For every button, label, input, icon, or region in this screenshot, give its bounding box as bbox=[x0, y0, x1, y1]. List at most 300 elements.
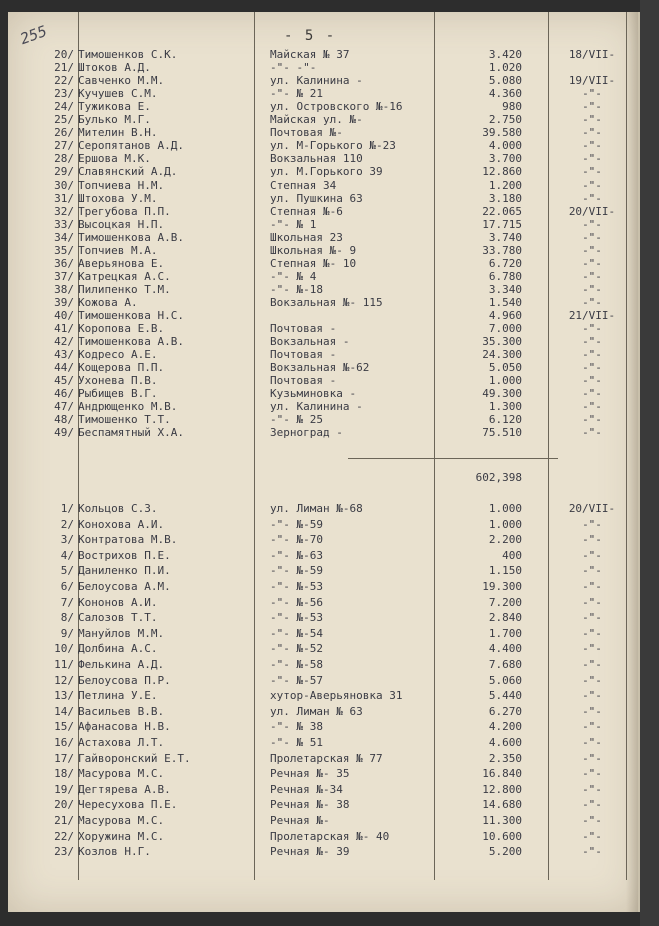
date: -"- bbox=[582, 736, 602, 749]
person-name: Ершова М.К. bbox=[78, 152, 151, 166]
table-row bbox=[8, 533, 640, 546]
table-row bbox=[8, 113, 640, 126]
address: ул. Калинина - bbox=[270, 400, 363, 414]
amount: 980 bbox=[502, 100, 522, 114]
address: Почтовая - bbox=[270, 348, 337, 362]
table-row bbox=[8, 689, 640, 702]
row-number: 5/ bbox=[60, 564, 74, 578]
row-number: 19/ bbox=[54, 782, 74, 796]
person-name: Долбина А.С. bbox=[78, 642, 158, 656]
address: ул. М.Горького 39 bbox=[270, 165, 383, 179]
date: -"- bbox=[582, 230, 602, 244]
table-row bbox=[8, 335, 640, 348]
row-number: 20/ bbox=[54, 798, 74, 812]
table-row bbox=[8, 736, 640, 749]
row-number: 48/ bbox=[54, 413, 74, 427]
person-name: Даниленко П.И. bbox=[78, 564, 171, 578]
person-name: Вострихов П.Е. bbox=[78, 548, 171, 562]
table-row bbox=[8, 720, 640, 733]
table-row bbox=[8, 48, 640, 61]
address: Вокзальная - bbox=[270, 335, 350, 349]
table-row bbox=[8, 502, 640, 515]
row-number: 1/ bbox=[60, 502, 74, 515]
amount: 19.300 bbox=[482, 580, 522, 593]
address: -"- №-52 bbox=[270, 642, 323, 656]
amount: 22.065 bbox=[482, 204, 522, 218]
table-row bbox=[8, 152, 640, 165]
amount: 1.000 bbox=[488, 517, 522, 531]
date: -"- bbox=[582, 720, 602, 734]
person-name: Хоружина М.С. bbox=[78, 829, 165, 843]
amount: 4.400 bbox=[488, 642, 522, 656]
table-row bbox=[8, 283, 640, 296]
table-row bbox=[8, 705, 640, 718]
table-row bbox=[8, 74, 640, 87]
address: -"- № 1 bbox=[270, 217, 317, 231]
address: -"- №-59 bbox=[270, 517, 323, 531]
amount: 10.600 bbox=[482, 829, 522, 843]
row-number: 42/ bbox=[54, 335, 74, 349]
person-name: Катрецкая А.С. bbox=[78, 269, 171, 283]
person-name: Масурова М.С. bbox=[78, 767, 165, 781]
person-name: Кожова А. bbox=[78, 295, 138, 309]
table-row bbox=[8, 596, 640, 609]
date: -"- bbox=[582, 704, 602, 718]
table-row bbox=[8, 87, 640, 100]
row-number: 20/ bbox=[54, 48, 74, 61]
person-name: Тимошенкова А.В. bbox=[78, 335, 184, 349]
amount: 12.860 bbox=[482, 165, 522, 179]
person-name: Афанасова Н.В. bbox=[78, 720, 171, 734]
row-number: 38/ bbox=[54, 282, 74, 296]
date: -"- bbox=[582, 100, 602, 114]
amount: 1.300 bbox=[488, 400, 522, 414]
table-row bbox=[8, 192, 640, 205]
table-row bbox=[8, 426, 640, 439]
address: -"- №-18 bbox=[270, 282, 323, 296]
address: Речная №- 39 bbox=[270, 845, 350, 859]
table-row bbox=[8, 61, 640, 74]
person-name: Мителин В.Н. bbox=[78, 126, 158, 140]
row-number: 34/ bbox=[54, 230, 74, 244]
person-name: Коропова Е.В. bbox=[78, 322, 165, 336]
person-name: Козлов Н.Г. bbox=[78, 845, 151, 859]
address: Пролетарская № 77 bbox=[270, 751, 383, 765]
person-name: Масурова М.С. bbox=[78, 814, 165, 827]
date: -"- bbox=[582, 673, 602, 687]
address: -"- № 51 bbox=[270, 736, 323, 749]
row-number: 23/ bbox=[54, 87, 74, 101]
table-row bbox=[8, 752, 640, 765]
address: -"- №-58 bbox=[270, 658, 323, 671]
date: -"- bbox=[582, 269, 602, 283]
row-number: 37/ bbox=[54, 269, 74, 283]
person-name: Белоусова А.М. bbox=[78, 580, 171, 593]
row-number: 45/ bbox=[54, 374, 74, 388]
amount: 11.300 bbox=[482, 814, 522, 827]
date: -"- bbox=[582, 426, 602, 440]
address: -"- №-56 bbox=[270, 595, 323, 609]
date: -"- bbox=[582, 413, 602, 427]
address: -"- № 25 bbox=[270, 413, 323, 427]
table-row bbox=[8, 179, 640, 192]
address: Кузьминовка - bbox=[270, 387, 357, 401]
amount: 4.360 bbox=[488, 87, 522, 101]
person-name: Кощерова П.П. bbox=[78, 361, 165, 375]
address: -"- №-70 bbox=[270, 533, 323, 547]
address: Почтовая - bbox=[270, 322, 337, 336]
person-name: Савченко М.М. bbox=[78, 74, 165, 88]
person-name: Мануйлов М.М. bbox=[78, 626, 165, 640]
amount: 6.270 bbox=[488, 704, 522, 718]
table-row bbox=[8, 767, 640, 780]
amount: 1.540 bbox=[488, 295, 522, 309]
row-number: 28/ bbox=[54, 152, 74, 166]
person-name: Тимошенко Т.Т. bbox=[78, 413, 171, 427]
amount: 3.340 bbox=[488, 282, 522, 296]
table-row bbox=[8, 814, 640, 827]
table-row bbox=[8, 100, 640, 113]
date: -"- bbox=[582, 295, 602, 309]
date: -"- bbox=[582, 152, 602, 166]
table-row bbox=[8, 374, 640, 387]
row-number: 14/ bbox=[54, 704, 74, 718]
amount: 35.300 bbox=[482, 335, 522, 349]
row-number: 24/ bbox=[54, 100, 74, 114]
amount: 4.960 bbox=[488, 309, 522, 322]
address: Зерноград - bbox=[270, 426, 343, 440]
table-row bbox=[8, 387, 640, 400]
date: -"- bbox=[582, 87, 602, 101]
date: -"- bbox=[582, 782, 602, 796]
amount: 33.780 bbox=[482, 243, 522, 257]
person-name: Беспамятный Х.А. bbox=[78, 426, 184, 440]
address: -"- №-53 bbox=[270, 611, 323, 625]
amount: 3.700 bbox=[488, 152, 522, 166]
address: Речная №-34 bbox=[270, 782, 343, 796]
address: -"- -"- bbox=[270, 61, 317, 75]
table-row bbox=[8, 658, 640, 671]
row-number: 7/ bbox=[60, 595, 74, 609]
address: Вокзальная 110 bbox=[270, 152, 363, 166]
amount: 17.715 bbox=[482, 217, 522, 231]
row-number: 2/ bbox=[60, 517, 74, 531]
date: -"- bbox=[582, 689, 602, 703]
amount: 24.300 bbox=[482, 348, 522, 362]
date: -"- bbox=[582, 751, 602, 765]
date: -"- bbox=[582, 400, 602, 414]
date: -"- bbox=[582, 564, 602, 578]
date: -"- bbox=[582, 548, 602, 562]
person-name: Гайворонский Е.Т. bbox=[78, 751, 191, 765]
table-row bbox=[8, 518, 640, 531]
row-number: 21/ bbox=[54, 814, 74, 827]
date: -"- bbox=[582, 814, 602, 827]
row-number: 13/ bbox=[54, 689, 74, 703]
table-row bbox=[8, 580, 640, 593]
table-row bbox=[8, 348, 640, 361]
page-number: - 5 - bbox=[284, 28, 337, 44]
row-number: 22/ bbox=[54, 829, 74, 843]
person-name: Штохова У.М. bbox=[78, 191, 158, 205]
person-name: Кольцов С.З. bbox=[78, 502, 158, 515]
date: -"- bbox=[582, 533, 602, 547]
address: Почтовая №- bbox=[270, 126, 343, 140]
table-row bbox=[8, 845, 640, 858]
date: -"- bbox=[582, 580, 602, 593]
person-name: Андрющенко М.В. bbox=[78, 400, 178, 414]
date: -"- bbox=[582, 335, 602, 349]
address: Майская ул. №- bbox=[270, 113, 363, 127]
address: Вокзальная №-62 bbox=[270, 361, 370, 375]
amount: 6.120 bbox=[488, 413, 522, 427]
table-row bbox=[8, 400, 640, 413]
row-number: 41/ bbox=[54, 322, 74, 336]
amount: 49.300 bbox=[482, 387, 522, 401]
address: Степная №- 10 bbox=[270, 256, 357, 270]
date: 20/VII- bbox=[568, 502, 616, 515]
table-row bbox=[8, 126, 640, 139]
row-number: 49/ bbox=[54, 426, 74, 440]
table-row bbox=[8, 218, 640, 231]
person-name: Петлина У.Е. bbox=[78, 689, 158, 703]
table-row bbox=[8, 611, 640, 624]
table-row bbox=[8, 309, 640, 322]
row-number: 12/ bbox=[54, 673, 74, 687]
amount: 2.350 bbox=[488, 751, 522, 765]
amount: 4.200 bbox=[488, 720, 522, 734]
address: Степная №-6 bbox=[270, 204, 343, 218]
table-row bbox=[8, 549, 640, 562]
date: -"- bbox=[582, 361, 602, 375]
date: -"- bbox=[582, 611, 602, 625]
table-row bbox=[8, 244, 640, 257]
table-row bbox=[8, 642, 640, 655]
table-row bbox=[8, 798, 640, 811]
date: -"- bbox=[582, 178, 602, 192]
amount: 5.080 bbox=[488, 74, 522, 88]
person-name: Булько М.Г. bbox=[78, 113, 151, 127]
address: Пролетарская №- 40 bbox=[270, 829, 390, 843]
address: Речная №- 35 bbox=[270, 767, 350, 781]
scan-border bbox=[640, 0, 659, 926]
table-row bbox=[8, 205, 640, 218]
amount: 7.000 bbox=[488, 322, 522, 336]
row-number: 18/ bbox=[54, 767, 74, 781]
row-number: 25/ bbox=[54, 113, 74, 127]
date: -"- bbox=[582, 642, 602, 656]
row-number: 8/ bbox=[60, 611, 74, 625]
person-name: Славянский А.Д. bbox=[78, 165, 178, 179]
address: ул. Островского №-16 bbox=[270, 100, 403, 114]
row-number: 4/ bbox=[60, 548, 74, 562]
address: Вокзальная №- 115 bbox=[270, 295, 383, 309]
date: -"- bbox=[582, 798, 602, 812]
row-number: 15/ bbox=[54, 720, 74, 734]
person-name: Салозов Т.Т. bbox=[78, 611, 158, 625]
person-name: Белоусова П.Р. bbox=[78, 673, 171, 687]
date: -"- bbox=[582, 387, 602, 401]
table-row bbox=[8, 165, 640, 178]
date: 21/VII- bbox=[568, 309, 616, 322]
person-name: Топчиева Н.М. bbox=[78, 178, 165, 192]
row-number: 43/ bbox=[54, 348, 74, 362]
date: -"- bbox=[582, 243, 602, 257]
address: Школьная 23 bbox=[270, 230, 343, 244]
person-name: Тужикова Е. bbox=[78, 100, 151, 114]
row-number: 6/ bbox=[60, 580, 74, 593]
person-name: Конохова А.И. bbox=[78, 517, 165, 531]
amount: 1.000 bbox=[488, 374, 522, 388]
person-name: Тимошенков С.К. bbox=[78, 48, 178, 61]
amount: 12.800 bbox=[482, 782, 522, 796]
row-number: 23/ bbox=[54, 845, 74, 859]
date: -"- bbox=[582, 348, 602, 362]
address: Степная 34 bbox=[270, 178, 337, 192]
date: -"- bbox=[582, 845, 602, 859]
total-rule bbox=[348, 458, 558, 459]
amount: 16.840 bbox=[482, 767, 522, 781]
row-number: 16/ bbox=[54, 736, 74, 749]
table-row bbox=[8, 257, 640, 270]
date: -"- bbox=[582, 767, 602, 781]
row-number: 3/ bbox=[60, 533, 74, 547]
address: -"- №-59 bbox=[270, 564, 323, 578]
person-name: Дегтярева А.В. bbox=[78, 782, 171, 796]
address: ул. Пушкина 63 bbox=[270, 191, 363, 205]
person-name: Серопятанов А.Д. bbox=[78, 139, 184, 153]
address: -"- №-63 bbox=[270, 548, 323, 562]
amount: 39.580 bbox=[482, 126, 522, 140]
address: -"- №-54 bbox=[270, 626, 323, 640]
row-number: 27/ bbox=[54, 139, 74, 153]
date: -"- bbox=[582, 658, 602, 671]
amount: 1.700 bbox=[488, 626, 522, 640]
person-name: Трегубова П.П. bbox=[78, 204, 171, 218]
row-number: 47/ bbox=[54, 400, 74, 414]
address: Школьная №- 9 bbox=[270, 243, 357, 257]
corner-mark: 255 bbox=[17, 21, 50, 49]
row-number: 22/ bbox=[54, 74, 74, 88]
row-number: 21/ bbox=[54, 61, 74, 75]
amount: 4.600 bbox=[488, 736, 522, 749]
address: ул. Лиман №-68 bbox=[270, 502, 363, 515]
amount: 400 bbox=[502, 548, 522, 562]
person-name: Топчиев М.А. bbox=[78, 243, 158, 257]
person-name: Фелькина А.Д. bbox=[78, 658, 165, 671]
person-name: Контратова М.В. bbox=[78, 533, 178, 547]
row-number: 40/ bbox=[54, 309, 74, 322]
row-number: 33/ bbox=[54, 217, 74, 231]
person-name: Штоков А.Д. bbox=[78, 61, 151, 75]
row-number: 32/ bbox=[54, 204, 74, 218]
person-name: Чересухова П.Е. bbox=[78, 798, 178, 812]
date: -"- bbox=[582, 217, 602, 231]
person-name: Тимошенкова Н.С. bbox=[78, 309, 184, 322]
amount: 14.680 bbox=[482, 798, 522, 812]
amount: 7.680 bbox=[488, 658, 522, 671]
address: ул. М-Горького №-23 bbox=[270, 139, 396, 153]
person-name: Высоцкая Н.П. bbox=[78, 217, 165, 231]
row-number: 46/ bbox=[54, 387, 74, 401]
table-row bbox=[8, 564, 640, 577]
person-name: Ухонева П.В. bbox=[78, 374, 158, 388]
row-number: 17/ bbox=[54, 751, 74, 765]
table-row bbox=[8, 627, 640, 640]
amount: 5.200 bbox=[488, 845, 522, 859]
table-row bbox=[8, 413, 640, 426]
row-number: 36/ bbox=[54, 256, 74, 270]
amount: 1.000 bbox=[488, 502, 522, 515]
row-number: 31/ bbox=[54, 191, 74, 205]
person-name: Кононов А.И. bbox=[78, 595, 158, 609]
row-number: 11/ bbox=[54, 658, 74, 671]
date: -"- bbox=[582, 829, 602, 843]
person-name: Астахова Л.Т. bbox=[78, 736, 165, 749]
date: -"- bbox=[582, 626, 602, 640]
address: хутор-Аверьяновка 31 bbox=[270, 689, 403, 703]
address: Майская № 37 bbox=[270, 48, 350, 61]
person-name: Васильев В.В. bbox=[78, 704, 165, 718]
amount: 7.200 bbox=[488, 595, 522, 609]
amount: 2.840 bbox=[488, 611, 522, 625]
amount: 1.200 bbox=[488, 178, 522, 192]
amount: 3.740 bbox=[488, 230, 522, 244]
table-row bbox=[8, 322, 640, 335]
date: -"- bbox=[582, 282, 602, 296]
person-name: Рыбищев В.Г. bbox=[78, 387, 158, 401]
amount: 5.060 bbox=[488, 673, 522, 687]
date: -"- bbox=[582, 165, 602, 179]
amount: 4.000 bbox=[488, 139, 522, 153]
amount: 3.180 bbox=[488, 191, 522, 205]
date: -"- bbox=[582, 113, 602, 127]
amount: 75.510 bbox=[482, 426, 522, 440]
date: 19/VII- bbox=[568, 74, 616, 88]
date: -"- bbox=[582, 126, 602, 140]
column-rule bbox=[626, 12, 627, 880]
address: -"- № 21 bbox=[270, 87, 323, 101]
person-name: Аверьянова Е. bbox=[78, 256, 165, 270]
date: -"- bbox=[582, 256, 602, 270]
table-row bbox=[8, 830, 640, 843]
address: Почтовая - bbox=[270, 374, 337, 388]
date: -"- bbox=[582, 374, 602, 388]
date: -"- bbox=[582, 191, 602, 205]
date: 20/VII- bbox=[568, 204, 616, 218]
amount: 1.020 bbox=[488, 61, 522, 75]
row-number: 35/ bbox=[54, 243, 74, 257]
person-name: Кучушев С.М. bbox=[78, 87, 158, 101]
person-name: Тимошенкова А.В. bbox=[78, 230, 184, 244]
table-row bbox=[8, 139, 640, 152]
person-name: Пилипенко Т.М. bbox=[78, 282, 171, 296]
row-number: 29/ bbox=[54, 165, 74, 179]
amount: 6.720 bbox=[488, 256, 522, 270]
address: Речная №- bbox=[270, 814, 330, 827]
date: 18/VII- bbox=[568, 48, 616, 61]
address: -"- №-53 bbox=[270, 580, 323, 593]
table-row bbox=[8, 231, 640, 244]
table-row bbox=[8, 361, 640, 374]
date: -"- bbox=[582, 139, 602, 153]
amount: 3.420 bbox=[488, 48, 522, 61]
table-row bbox=[8, 270, 640, 283]
amount: 1.150 bbox=[488, 564, 522, 578]
address: ул. Калинина - bbox=[270, 74, 363, 88]
amount: 2.750 bbox=[488, 113, 522, 127]
date: -"- bbox=[582, 322, 602, 336]
